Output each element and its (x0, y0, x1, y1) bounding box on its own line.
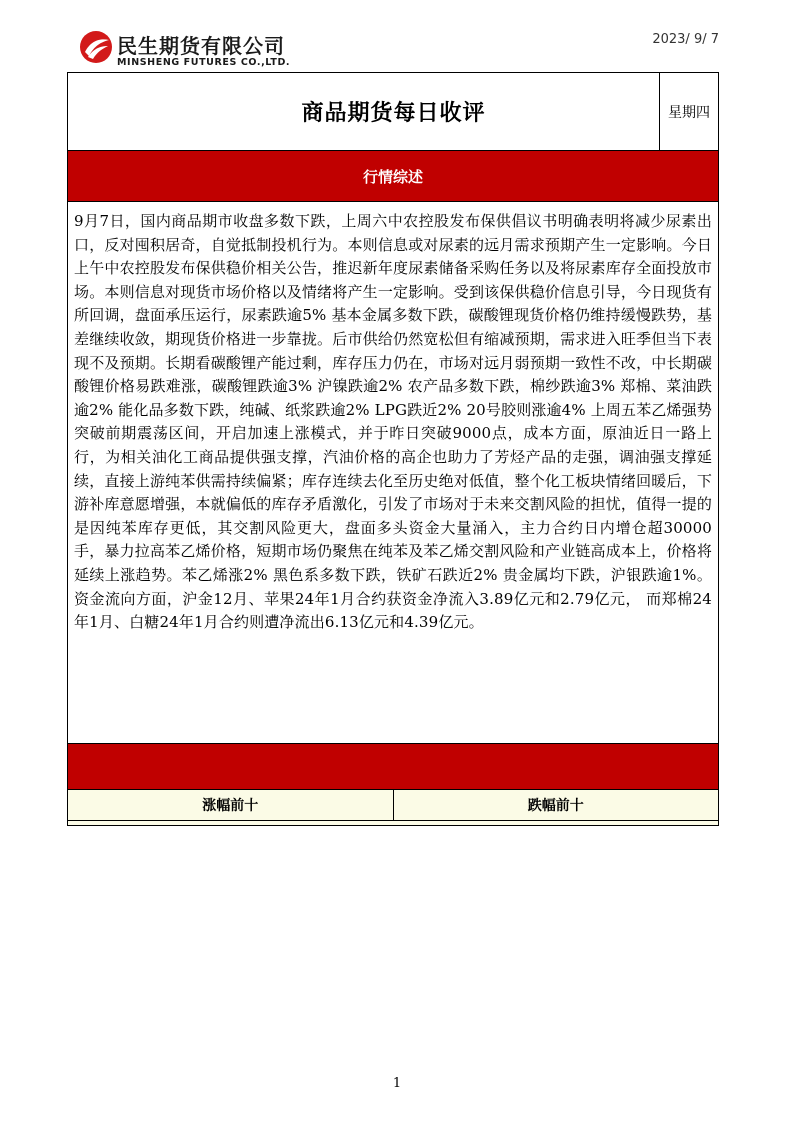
top-losers-header: 跌幅前十 (393, 790, 719, 820)
section-header: 行情综述 (68, 151, 718, 202)
market-summary: 9月7日，国内商品期市收盘多数下跌，上周六中农控股发布保供倡议书明确表明将减少尿素出口，反对囤积居奇，自觉抵制投机行为。本则信息或对尿素的远月需求预期产生一定影响。今日上午中农控股发布保供稳价相关公告，推迟新年度尿素储备采购任务以及将尿素库存全面投放市场。本则信息对现货市场价格以及情绪将产生一定影响。受到该保供稳价信息引导，今日现货有所回调，盘面承压运行，尿素跌逾5% 基本金属多数下跌，碳酸锂现货价格仍维持缓慢跌势，基差继续收敛，期现货价格进一步靠拢。后市供给仍然宽松但有缩减预期，需求进入旺季但当下表现不及预期。长期看碳酸锂产能过剩，库存压力仍在，市场对远月弱预期一致性不改，中长期碳酸锂价格易跌难涨，碳酸锂跌逾3% 沪镍跌逾2% 农产品多数下跌，棉纱跌逾3% 郑棉、菜油跌逾2% 能化品多数下跌，纯碱、纸浆跌逾2% LPG跌近2% 20号胶则涨逾4% 上周五苯乙烯强势突破前期震荡区间，开启加速上涨模式，并于昨日突破9000点，成本方面，原油近日一路上行，为相关油化工商品提供强支撑，汽油价格的高企也助力了芳烃产品的走强，调油强支撑延续，直接上游纯苯供需持续偏紧；库存连续去化至历史绝对低值，整个化工板块情绪回暖后，下游补库意愿增强，本就偏低的库存矛盾激化，引发了市场对于未来交割风险的担忧，值得一提的是因纯苯库存更低，其交割风险更大，盘面多头资金大量涌入，主力合约日内增仓超30000手，暴力拉高苯乙烯价格，短期市场仍聚焦在纯苯及苯乙烯交割风险和产业链高成本上，价格将延续上涨趋势。苯乙烯涨2% 黑色系多数下跌，铁矿石跌近2% 贵金属均下跌，沪银跌逾1%。资金流向方面，沪金12月、苹果24年1月合约获资金净流入3.89亿元和2.79亿元， 而郑棉24年1月、白糖24年1月合约则遭净流出6.13亿元和4.39亿元。 (68, 202, 718, 744)
report-date: 2023/ 9/ 7 (652, 32, 719, 47)
report-frame (67, 72, 719, 826)
minsheng-logo-icon (79, 30, 113, 64)
company-logo (79, 30, 319, 72)
logo-chinese-name: 民生期货有限公司 (117, 34, 285, 58)
section-divider-bar (68, 744, 718, 790)
ranking-table-header (68, 790, 718, 820)
logo-english-name: MINSHENG FUTURES CO.,LTD. (117, 57, 291, 68)
report-title: 商品期货每日收评 (301, 101, 486, 126)
page-number: 1 (392, 1076, 402, 1091)
weekday-cell: 星期四 (659, 73, 718, 150)
top-gainers-header: 涨幅前十 (202, 798, 259, 814)
title-row (68, 73, 718, 151)
table-row-cut (68, 820, 718, 825)
